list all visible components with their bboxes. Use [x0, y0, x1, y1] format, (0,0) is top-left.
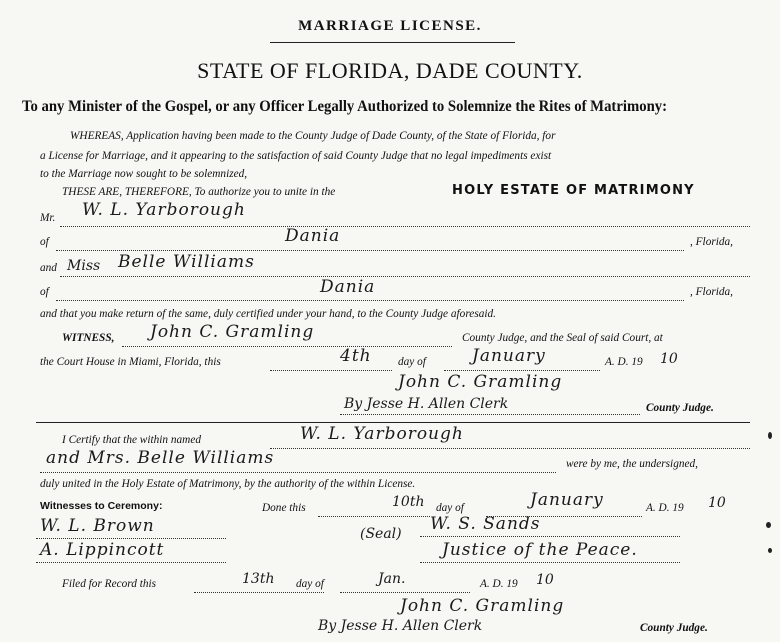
license-day: 4th	[340, 346, 372, 366]
witnesses-label: Witnesses to Ceremony:	[40, 500, 163, 512]
filed-day: 13th	[242, 571, 275, 587]
filing-clerk-signature: By Jesse H. Allen Clerk	[318, 618, 483, 634]
filed-month: Jan.	[378, 571, 406, 587]
license-title: MARRIAGE LICENSE.	[298, 18, 482, 34]
cert-groom-line	[270, 448, 750, 449]
witness-1: W. L. Brown	[40, 516, 155, 536]
certify-lead: I Certify that the within named	[62, 434, 201, 446]
license-month-line	[444, 370, 600, 371]
bride-name: Belle Williams	[118, 252, 255, 272]
scan-speck	[768, 548, 772, 553]
clerk-signature: By Jesse H. Allen Clerk	[344, 396, 509, 412]
and-label: and	[40, 262, 57, 274]
officiant-line	[420, 536, 680, 537]
done-year: 10	[708, 495, 726, 511]
state-county-heading: STATE OF FLORIDA, DADE COUNTY.	[197, 58, 583, 83]
officiant-title-line	[420, 562, 680, 563]
judge-name-line	[122, 346, 452, 347]
preamble-line-2: a License for Marriage, and it appearing to the satisfaction of said County Judge that no legal impediments exist	[40, 150, 552, 162]
preamble-line-4: THESE ARE, THEREFORE, To authorize you to unite in the	[62, 186, 336, 198]
witness-2: A. Lippincott	[40, 540, 165, 560]
filed-label: Filed for Record this	[62, 578, 157, 590]
done-day-of: day of	[436, 502, 464, 514]
scan-speck	[766, 522, 771, 528]
mr-label: Mr.	[40, 212, 56, 224]
return-clause: and that you make return of the same, duly certified under your hand, to the County Judge aforesaid.	[40, 308, 496, 320]
license-year: 10	[660, 351, 678, 367]
witness-1-line	[36, 538, 226, 539]
county-judge-label-1: County Judge.	[646, 402, 714, 414]
filed-day-line	[194, 592, 324, 593]
cert-groom-name: W. L. Yarborough	[300, 424, 464, 444]
done-ad-label: A. D. 19	[646, 502, 684, 514]
witness-label: WITNESS,	[62, 332, 115, 344]
done-day-line	[318, 516, 430, 517]
officiant-mark: (Seal)	[360, 526, 402, 542]
scan-speck	[768, 432, 772, 439]
license-day-of: day of	[398, 356, 426, 368]
of-label-bride: of	[40, 286, 49, 298]
address-line: To any Minister of the Gospel, or any Officer Legally Authorized to Solemnize the Rites of Matrimony:	[22, 98, 668, 115]
officiant-title: Justice of the Peace.	[442, 540, 638, 560]
preamble-line-1: WHEREAS, Application having been made to the County Judge of Dade County, of the State of Florida, for	[70, 130, 556, 142]
seal-clause: County Judge, and the Seal of said Court, at	[462, 332, 663, 344]
license-month: January	[472, 346, 546, 366]
officiant-name: W. S. Sands	[430, 514, 541, 534]
florida-suffix-2: , Florida,	[690, 286, 733, 298]
preamble-line-3: to the Marriage now sought to be solemnized,	[40, 168, 248, 180]
filed-month-line	[340, 592, 470, 593]
section-divider	[36, 422, 750, 423]
groom-residence: Dania	[285, 226, 341, 246]
done-day: 10th	[392, 494, 425, 510]
done-this-label: Done this	[262, 502, 306, 514]
license-day-line	[270, 370, 392, 371]
by-me-clause: were by me, the undersigned,	[566, 458, 698, 470]
groom-name-line	[60, 226, 750, 227]
bride-name-line	[60, 276, 750, 277]
judge-signature-line	[340, 414, 640, 415]
filing-judge-signature: John C. Gramling	[400, 596, 565, 616]
holy-estate-heading: HOLY ESTATE OF MATRIMONY	[452, 183, 695, 198]
license-ad-label: A. D. 19	[605, 356, 643, 368]
of-label-groom: of	[40, 236, 49, 248]
groom-name: W. L. Yarborough	[82, 200, 246, 220]
miss-prefix: Miss	[67, 258, 101, 274]
county-judge-label-2: County Judge.	[640, 622, 708, 634]
court-house-clause: the Court House in Miami, Florida, this	[40, 356, 221, 368]
witness-2-line	[36, 562, 226, 563]
judge-name-written: John C. Gramling	[150, 322, 315, 342]
judge-signature: John C. Gramling	[398, 372, 563, 392]
filed-year: 10	[536, 572, 554, 588]
florida-suffix-1: , Florida,	[690, 236, 733, 248]
bride-residence: Dania	[320, 277, 376, 297]
filed-day-of: day of	[296, 578, 324, 590]
title-underline	[270, 42, 515, 43]
done-month: January	[530, 490, 604, 510]
groom-residence-line	[56, 250, 684, 251]
filed-ad-label: A. D. 19	[480, 578, 518, 590]
united-line: duly united in the Holy Estate of Matrimony, by the authority of the within License.	[40, 478, 416, 490]
bride-residence-line	[56, 300, 684, 301]
cert-couple: and Mrs. Belle Williams	[46, 448, 275, 468]
couple-line	[40, 472, 556, 473]
